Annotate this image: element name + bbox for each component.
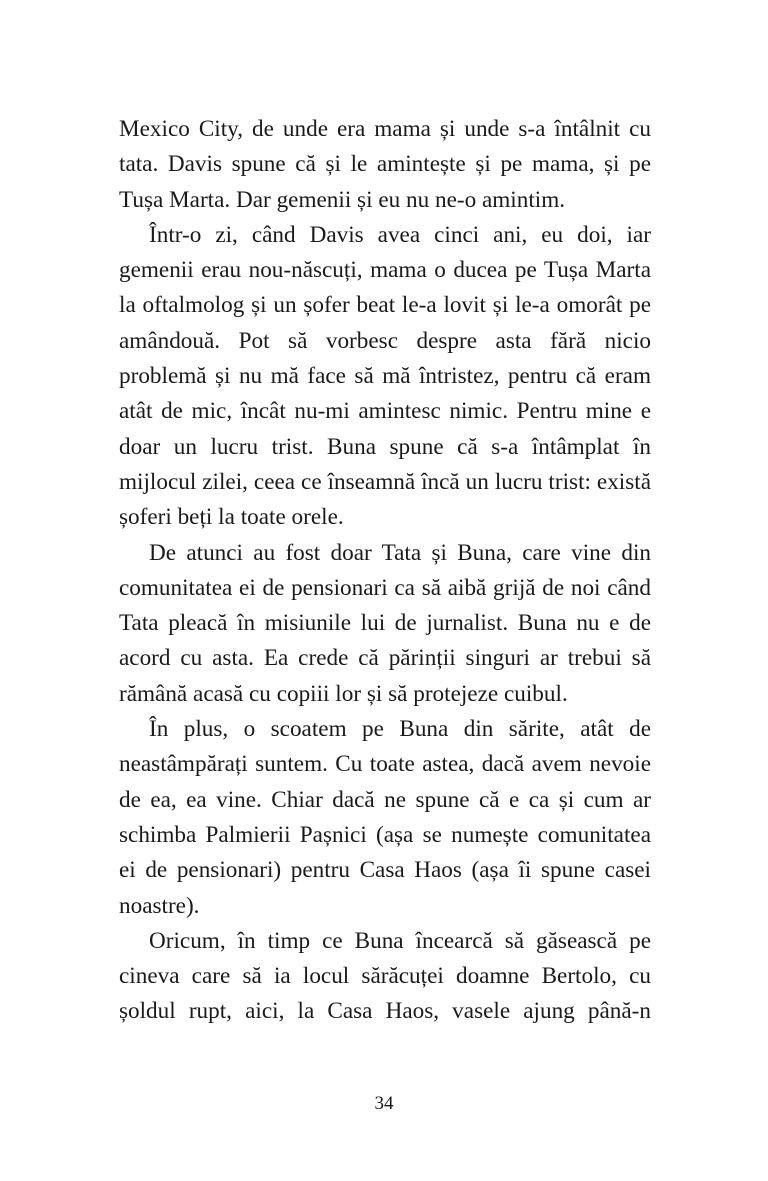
paragraph-3: De atunci au fost doar Tata și Buna, care vine din comunitatea ei de pensionari ca să aibă grijă de noi când Tata pleacă în misiunile lui de jurnalist. Buna nu e de acord cu asta. Ea crede că părinții singuri ar trebui să rămână acasă cu copiii lor și să protejeze cuibul. <box>119 539 651 707</box>
paragraph-5: Oricum, în timp ce Buna încearcă să găsească pe cineva care să ia locul sărăcuței doamne Bertolo, cu șoldul rupt, aici, la Casa Haos, vasele ajung până-n <box>119 927 651 1025</box>
page-number: 34 <box>374 1093 394 1114</box>
page-body <box>119 112 651 1030</box>
paragraph-4: În plus, o scoatem pe Buna din sărite, atât de neastâmpărați suntem. Cu toate astea, dacă avem nevoie de ea, ea vine. Chiar dacă ne spune că e ca și cum ar schimba Palmierii Pașnici (așa se numește comunitatea ei de pensionari) pentru Casa Haos (așa îi spune casei noastre). <box>119 716 651 919</box>
paragraph-1: Mexico City, de unde era mama și unde s-a întâlnit cu tata. Davis spune că și le amintește și pe mama, și pe Tușa Marta. Dar gemenii și eu nu ne-o amintim. <box>119 116 651 213</box>
paragraph-2: Într-o zi, când Davis avea cinci ani, eu doi, iar gemenii erau nou-născuți, mama o ducea pe Tușa Marta la oftalmolog și un șofer beat le-a lovit și le-a omorât pe amândouă. Pot să vorbesc despre asta fără nicio problemă și nu mă face să mă întristez, pentru că eram atât de mic, încât nu-mi amintesc nimic. Pentru mine e doar un lucru trist. Buna spune că s-a întâmplat în mijlocul zilei, ceea ce înseamnă încă un lucru trist: există șoferi beți la toate orele. <box>119 221 651 531</box>
